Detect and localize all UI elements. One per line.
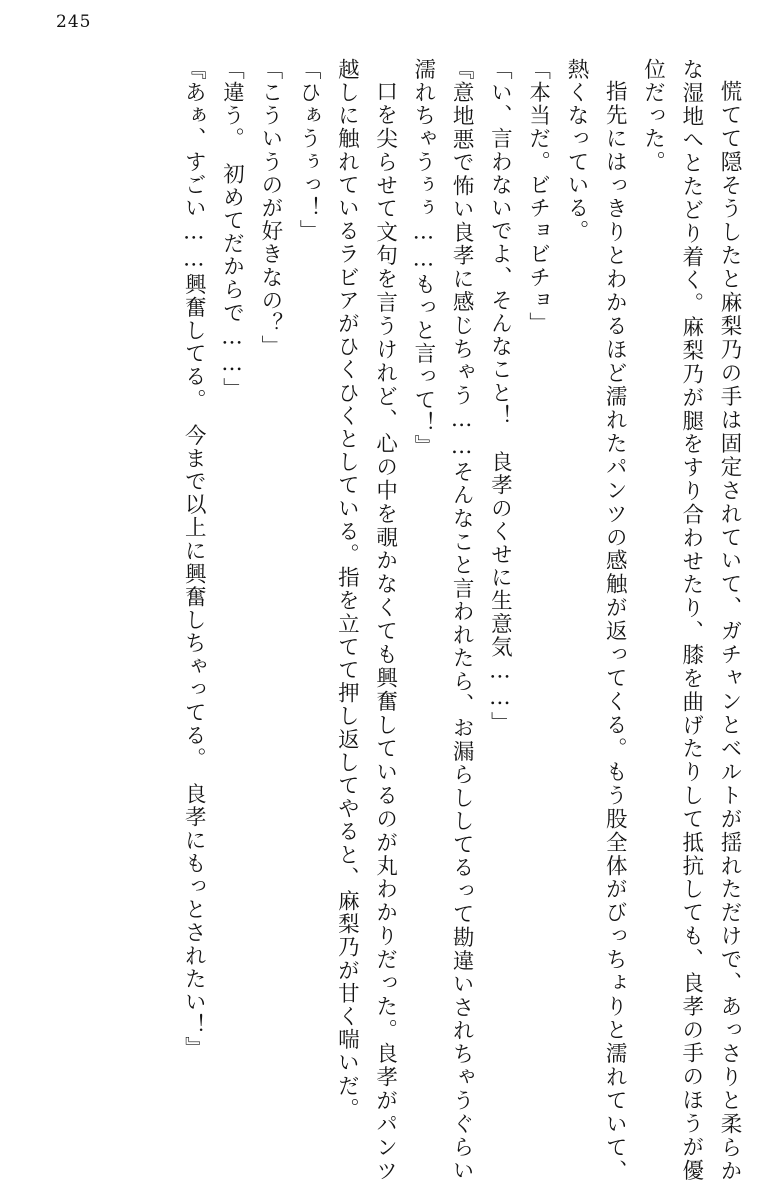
body-paragraph: 「ひぁうぅっ！」 bbox=[296, 58, 322, 243]
body-paragraph: 「こういうのが好きなの？」 bbox=[257, 58, 283, 359]
page-number: 245 bbox=[56, 12, 92, 32]
body-paragraph: 「本当だ。ビチョビチョ」 bbox=[525, 58, 551, 336]
body-paragraph: 指先にはっきりとわかるほど濡れたパンツの感触が返ってくる。もう股全体がびっちょりと濡れていて、熱くなっている。 bbox=[563, 58, 628, 1182]
body-paragraph: 「い、言わないでよ、そんなこと！ 良孝のくせに生意気……」 bbox=[487, 58, 513, 735]
body-paragraph: 「違う。 初めてだからで……」 bbox=[219, 58, 245, 401]
body-paragraph: 口を尖らせて文句を言うけれど、心の中を覗かなくても興奮しているのが丸わかりだった。良孝がパンツ越しに触れているラビアがひくひくとしている。指を立てて押し返してやると、麻梨乃が甘く喘いだ。 bbox=[334, 58, 398, 1182]
body-paragraph: 慌てて隠そうしたと麻梨乃の手は固定されていて、ガチャンとベルトが揺れただけで、あっさりと柔らかな湿地へとたどり着く。麻梨乃が腿をすり合わせたり、膝を曲げたりして抵抗しても、良孝の手のほうが優位だった。 bbox=[640, 58, 742, 1182]
page-body-text bbox=[24, 58, 748, 1182]
body-paragraph: 『あぁ、すごい……興奮してる。 今まで以上に興奮しちゃってる。 良孝にもっとされたい！』 bbox=[181, 58, 207, 1060]
body-paragraph: 『意地悪で怖い良孝に感じちゃう……そんなこと言われたら、お漏らししてるって勘違いされちゃうぐらい濡れちゃうぅぅ……もっと言って！』 bbox=[410, 58, 475, 1182]
